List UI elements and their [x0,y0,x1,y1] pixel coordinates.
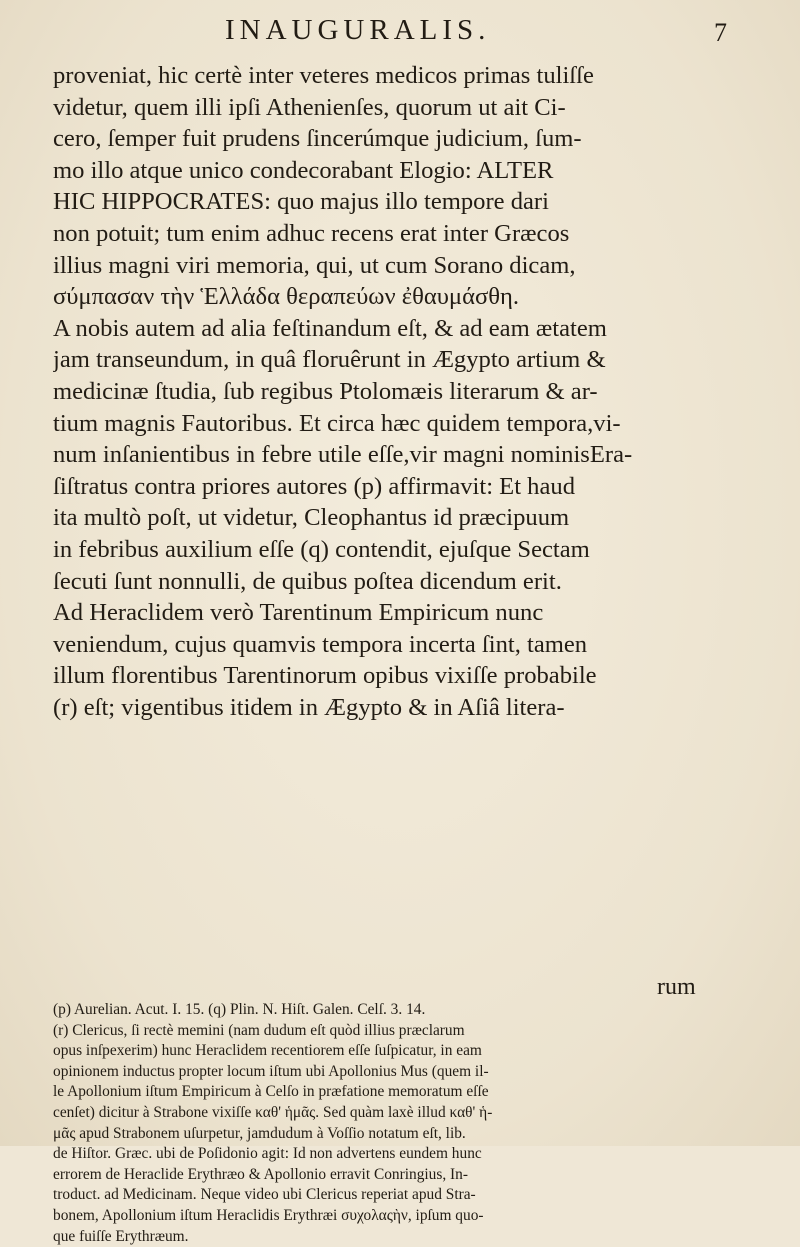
footnotes [53,1000,753,1247]
text-line: (r) eſt; vigentibus itidem in Ægypto & in Aſiâ litera- [53,693,565,721]
text-line: A nobis autem ad alia feſtinandum eſt, & ad eam ætatem [53,314,607,342]
footnote-line: bonem, Apollonium iſtum Heraclidis Erythræi συχολαςὴν, ipſum quo- [53,1206,484,1224]
footnote-references: (p) Aurelian. Acut. I. 15. (q) Plin. N. Hiſt. Galen. Celſ. 3. 14. [53,1001,426,1018]
text-line: illum florentibus Tarentinorum opibus vixiſſe probabile [53,662,597,690]
footnote-line: errorem de Heraclide Erythræo & Apollonio erravit Conringius, In- [53,1165,469,1183]
text-line: tium magnis Fautoribus. Et circa hæc quidem tempora,vi- [53,409,621,437]
text-line: jam transeundum, in quâ floruêrunt in Ægypto artium & [53,346,606,374]
footnote-line: μᾶς apud Strabonem uſurpetur, jamdudum à Voſſio notatum eſt, lib. [53,1124,466,1142]
text-line: Ad Heraclidem verò Tarentinum Empiricum nunc [53,599,544,627]
text-line: ſecuti ſunt nonnulli, de quibus poſtea dicendum erit. [53,567,562,595]
text-line: HIC HIPPOCRATES: quo majus illo tempore dari [53,188,549,216]
text-line: non potuit; tum enim adhuc recens erat inter Græcos [53,219,570,247]
footnote-line: de Hiſtor. Græc. ubi de Poſidonio agit: Id non advertens eundem hunc [53,1145,482,1163]
footnote-line: troduct. ad Medicinam. Neque video ubi Clericus reperiat apud Stra- [53,1186,476,1204]
footnote-line: que fuiſſe Erythræum. [53,1227,189,1245]
footnote-line: (r) Clericus, ſi rectè memini (nam dudum eſt quòd illius præclarum [53,1021,465,1039]
text-line: veniendum, cujus quamvis tempora incerta ſint, tamen [53,630,588,658]
text-line: proveniat, hic certè inter veteres medicos primas tuliſſe [53,62,594,89]
footnote-line: opus inſpexerim) hunc Heraclidem recentiorem eſſe ſuſpicatur, in eam [53,1042,482,1060]
greek-quote-line: σύμπασαν τὴν Ἑλλάδα θεραπεύων ἐθαυμάσθη. [53,283,520,311]
text-line: mo illo atque unico condecorabant Elogio: ALTER [53,156,554,184]
main-text [53,60,743,723]
running-head: INAUGURALIS. [225,14,491,46]
text-line: videtur, quem illi ipſi Athenienſes, quorum ut ait Ci- [53,93,566,121]
text-line: num inſanientibus in febre utile eſſe,vir magni nominisEra- [53,441,633,469]
text-line: medicinæ ſtudia, ſub regibus Ptolomæis literarum & ar- [53,377,598,405]
text-line: ita multò poſt, ut videtur, Cleophantus id præcipuum [53,504,570,532]
catchword: rum [657,974,696,1000]
page-header [0,14,800,54]
footnote-line: le Apollonium iſtum Empiricum à Celſo in præfatione memoratum eſſe [53,1083,489,1101]
footnote-line: cenſet) dicitur à Strabone vixiſſe καθ' ἡμᾶς. Sed quàm laxè illud καθ' ἡ- [53,1103,493,1121]
text-line: cero, ſemper fuit prudens ſincerúmque judicium, ſum- [53,125,582,153]
text-line: illius magni viri memoria, qui, ut cum Sorano dicam, [53,251,576,279]
text-line: ſiſtratus contra priores autores (p) affirmavit: Et haud [53,472,575,500]
text-line: in febribus auxilium eſſe (q) contendit, ejuſque Sectam [53,535,590,563]
page-number: 7 [714,18,727,47]
footnote-line: opinionem inductus propter locum iſtum ubi Apollonius Mus (quem il- [53,1062,489,1080]
